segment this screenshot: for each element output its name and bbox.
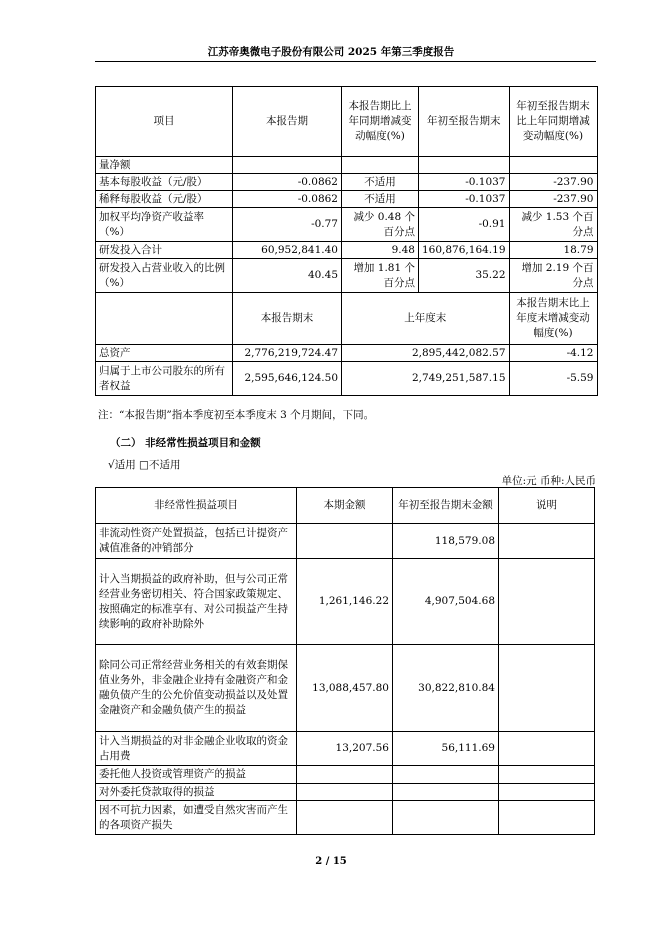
row-ytd-yoy: 18.79 — [509, 242, 597, 259]
row-current: 40.45 — [233, 259, 342, 293]
row-current — [297, 801, 393, 835]
row-current: 13,207.56 — [297, 732, 393, 766]
table-row — [96, 524, 595, 559]
row-prior-year-end: 2,749,251,587.15 — [342, 362, 510, 396]
header-current-amount: 本期金额 — [297, 488, 393, 524]
row-desc — [499, 559, 595, 645]
row-current-yoy: 不适用 — [342, 191, 419, 208]
row-item: 计入当期损益的政府补助，但与公司正常经营业务密切相关、符合国家政策规定、按照确定的标准享有、对公司损益产生持续影响的政府补助除外 — [96, 559, 297, 645]
row-current: -0.0862 — [233, 191, 342, 208]
table-row — [96, 784, 595, 801]
row-ytd: 4,907,504.68 — [393, 559, 499, 645]
header-ytd-amount: 年初至报告期末金额 — [393, 488, 499, 524]
row-ytd: 56,111.69 — [393, 732, 499, 766]
row-current — [233, 157, 342, 174]
row-item: 委托他人投资或管理资产的损益 — [96, 766, 297, 784]
row-current — [297, 524, 393, 559]
row-desc — [499, 801, 595, 835]
row-current-yoy: 增加 1.81 个百分点 — [342, 259, 419, 293]
page-number: 2 / 15 — [315, 856, 347, 867]
header-ytd: 年初至报告期末 — [419, 87, 510, 157]
row-current — [297, 784, 393, 801]
row-current: 1,261,146.22 — [297, 559, 393, 645]
header-item: 项目 — [96, 87, 233, 157]
non-recurring-items-table — [95, 487, 595, 835]
table-row — [96, 259, 598, 293]
row-item: 研发投入合计 — [96, 242, 233, 259]
table-note: 注：“本报告期”指本季度初至本季度末 3 个月期间，下同。 — [98, 409, 375, 421]
row-change: -5.59 — [509, 362, 597, 396]
row-current-end: 2,595,646,124.50 — [233, 362, 342, 396]
header-prior-year-end: 上年度末 — [342, 293, 510, 345]
row-ytd-yoy — [509, 157, 597, 174]
row-item: 归属于上市公司股东的所有者权益 — [96, 362, 233, 396]
unit-currency-label: 单位:元 币种:人民币 — [501, 475, 596, 487]
table-row — [96, 559, 595, 645]
table-row — [96, 191, 598, 208]
row-item: 量净额 — [96, 157, 233, 174]
row-ytd: -0.1037 — [419, 191, 510, 208]
row-current-end: 2,776,219,724.47 — [233, 345, 342, 362]
row-item: 总资产 — [96, 345, 233, 362]
row-current: 60,952,841.40 — [233, 242, 342, 259]
row-item: 除同公司正常经营业务相关的有效套期保值业务外，非金融企业持有金融资产和金融负债产生的公允价值变动损益以及处置金融资产和金融负债产生的损益 — [96, 645, 297, 732]
row-item: 加权平均净资产收益率（%） — [96, 208, 233, 242]
table-row — [96, 766, 595, 784]
table1-header-row — [96, 87, 598, 157]
section-title: （二） 非经常性损益项目和金额 — [110, 437, 261, 449]
row-item: 研发投入占营业收入的比例（%） — [96, 259, 233, 293]
row-current-yoy: 不适用 — [342, 174, 419, 191]
table-row — [96, 242, 598, 259]
row-desc — [499, 645, 595, 732]
row-ytd — [393, 801, 499, 835]
applicability-checkbox-text: √适用 □不适用 — [108, 459, 181, 471]
table2-header-row — [96, 488, 595, 524]
row-ytd: 160,876,164.19 — [419, 242, 510, 259]
report-header-title: 江苏帝奥微电子股份有限公司 2025 年第三季度报告 — [207, 46, 455, 58]
header-ytd-yoy: 年初至报告期末比上年同期增减变动幅度(%) — [509, 87, 597, 157]
header-item-blank — [96, 293, 233, 345]
row-current-yoy: 9.48 — [342, 242, 419, 259]
row-current-yoy — [342, 157, 419, 174]
row-ytd: 35.22 — [419, 259, 510, 293]
row-item: 对外委托贷款取得的损益 — [96, 784, 297, 801]
row-current: -0.0862 — [233, 174, 342, 191]
key-financial-data-table — [95, 86, 598, 396]
header-current-yoy: 本报告期比上年同期增减变动幅度(%) — [342, 87, 419, 157]
row-desc — [499, 766, 595, 784]
header-item: 非经常性损益项目 — [96, 488, 297, 524]
row-ytd — [393, 766, 499, 784]
row-ytd — [393, 784, 499, 801]
row-ytd — [419, 157, 510, 174]
row-ytd: 118,579.08 — [393, 524, 499, 559]
row-ytd: -0.1037 — [419, 174, 510, 191]
table-row — [96, 157, 598, 174]
row-change: -4.12 — [509, 345, 597, 362]
header-current-end: 本报告期末 — [233, 293, 342, 345]
table-row — [96, 174, 598, 191]
header-description: 说明 — [499, 488, 595, 524]
row-ytd-yoy: -237.90 — [509, 174, 597, 191]
row-desc — [499, 524, 595, 559]
header-rule — [95, 61, 596, 62]
row-prior-year-end: 2,895,442,082.57 — [342, 345, 510, 362]
row-desc — [499, 784, 595, 801]
table-row — [96, 801, 595, 835]
table-row — [96, 362, 598, 396]
row-current — [297, 766, 393, 784]
header-current-period: 本报告期 — [233, 87, 342, 157]
table-row — [96, 208, 598, 242]
row-item: 非流动性资产处置损益，包括已计提资产减值准备的冲销部分 — [96, 524, 297, 559]
row-item: 因不可抗力因素，如遭受自然灾害而产生的各项资产损失 — [96, 801, 297, 835]
row-ytd-yoy: 增加 2.19 个百分点 — [509, 259, 597, 293]
row-current-yoy: 减少 0.48 个百分点 — [342, 208, 419, 242]
table-row — [96, 345, 598, 362]
row-ytd: 30,822,810.84 — [393, 645, 499, 732]
row-ytd: -0.91 — [419, 208, 510, 242]
table-row — [96, 732, 595, 766]
row-current: -0.77 — [233, 208, 342, 242]
row-item: 稀释每股收益（元/股） — [96, 191, 233, 208]
row-desc — [499, 732, 595, 766]
row-ytd-yoy: -237.90 — [509, 191, 597, 208]
row-current: 13,088,457.80 — [297, 645, 393, 732]
row-ytd-yoy: 减少 1.53 个百分点 — [509, 208, 597, 242]
row-item: 基本每股收益（元/股） — [96, 174, 233, 191]
table-row — [96, 645, 595, 732]
header-change: 本报告期末比上年度末增减变动幅度(%) — [509, 293, 597, 345]
row-item: 计入当期损益的对非金融企业收取的资金占用费 — [96, 732, 297, 766]
table1-header-row-2 — [96, 293, 598, 345]
